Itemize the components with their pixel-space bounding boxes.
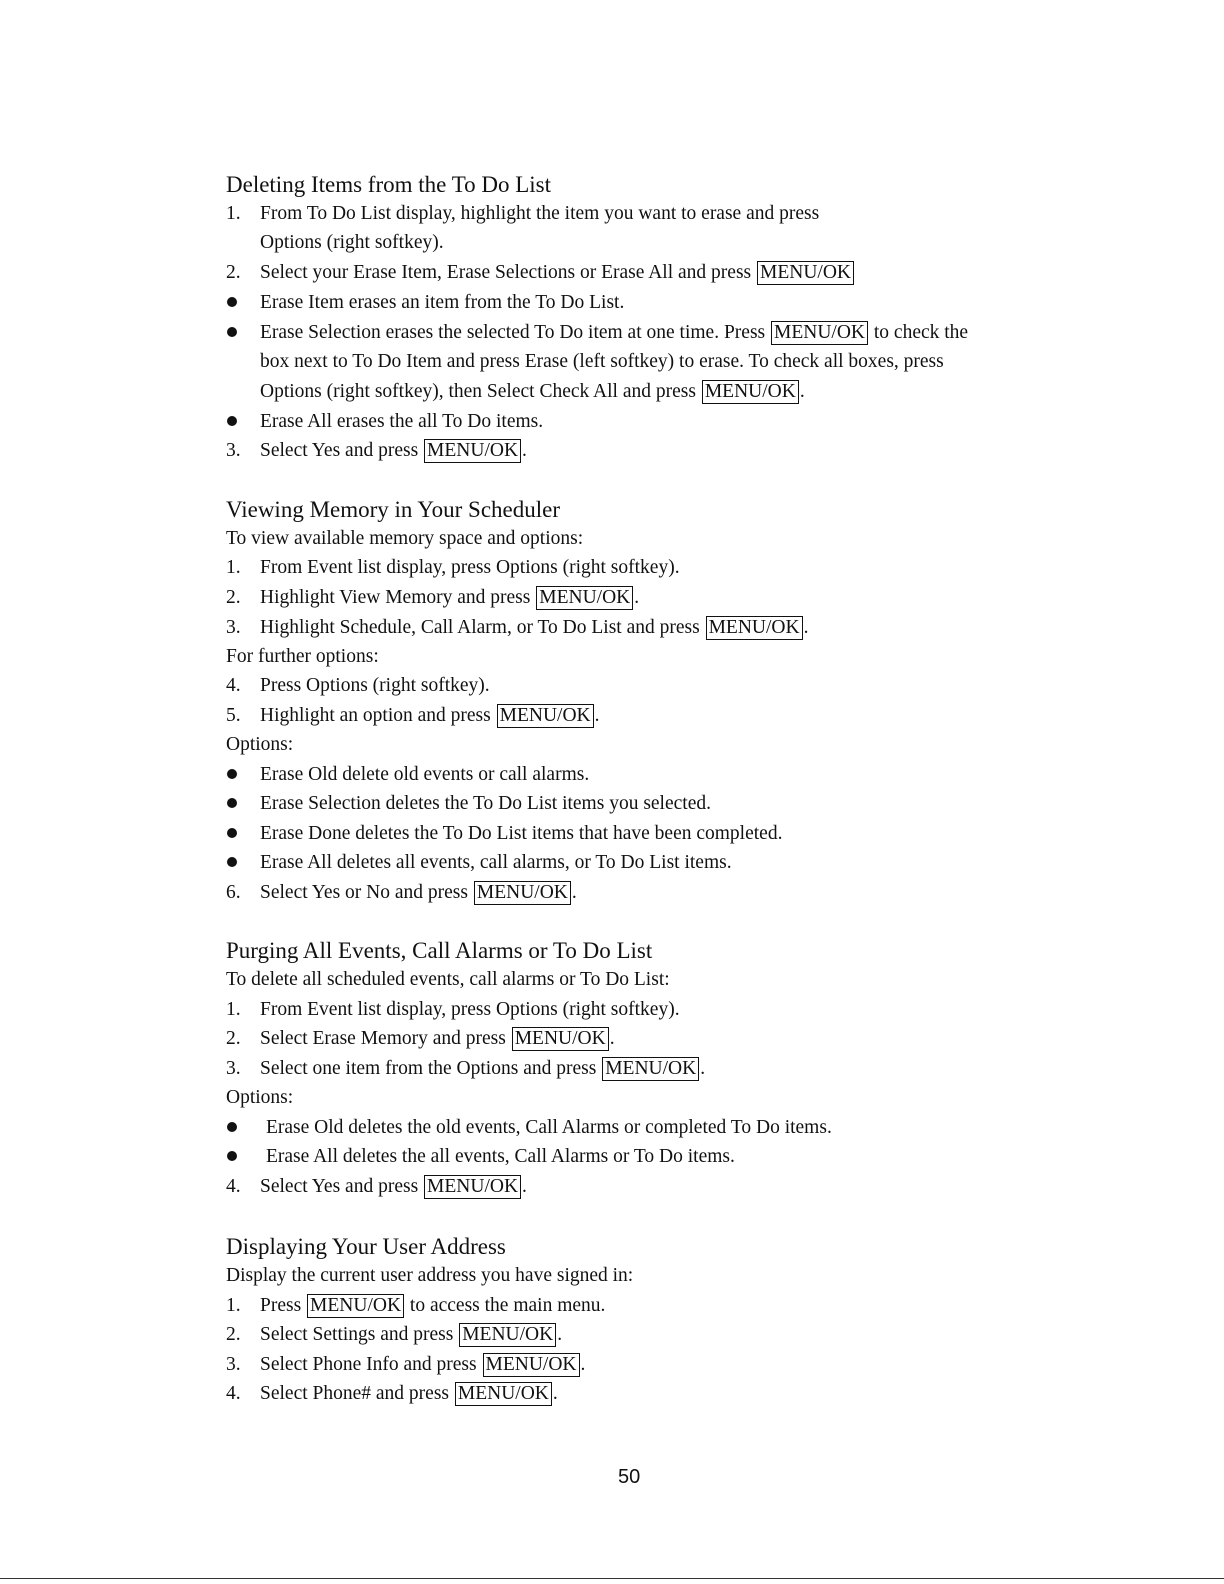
bullet-text: box next to To Do Item and press Erase (left softkey) to erase. To check all boxes, press xyxy=(260,351,944,372)
bullet-text: Erase Item erases an item from the To Do List. xyxy=(260,292,625,313)
list-text: Press xyxy=(260,1295,302,1316)
page-number: 50 xyxy=(618,1466,641,1488)
list-number: 3. xyxy=(226,440,241,461)
section-title-user-address: Displaying Your User Address xyxy=(226,1234,506,1259)
list-number: 3. xyxy=(226,617,241,638)
list-text: Select Phone Info and press xyxy=(260,1354,477,1375)
bullet-icon xyxy=(227,1122,237,1132)
punctuation: . xyxy=(580,1354,586,1375)
list-item xyxy=(226,880,577,906)
bullet-icon xyxy=(227,769,237,779)
bullet-text: Erase Old delete old events or call alarms. xyxy=(260,764,590,785)
list-item xyxy=(226,615,808,641)
bullet-item xyxy=(226,821,782,847)
list-number: 1. xyxy=(226,203,241,224)
menu-ok-key-label: MENU/OK xyxy=(602,1057,699,1081)
list-number: 2. xyxy=(226,587,241,608)
bullet-icon xyxy=(227,857,237,867)
subheading-options: Options: xyxy=(226,734,294,755)
punctuation: . xyxy=(803,617,809,638)
list-item xyxy=(226,260,855,286)
bullet-text: Erase Selection deletes the To Do List items you selected. xyxy=(260,793,711,814)
punctuation: . xyxy=(571,882,577,903)
bullet-item xyxy=(226,1115,832,1141)
list-item xyxy=(226,673,490,699)
list-text: Select Yes and press xyxy=(260,1176,419,1197)
list-text: Highlight an option and press xyxy=(260,705,491,726)
list-text: Options (right softkey). xyxy=(260,232,444,253)
list-item xyxy=(226,703,599,729)
section-title-purging-events: Purging All Events, Call Alarms or To Do List xyxy=(226,938,653,963)
list-item-continuation xyxy=(226,230,444,256)
bullet-text: to check the xyxy=(873,322,969,343)
menu-ok-key-label: MENU/OK xyxy=(706,616,803,640)
punctuation: . xyxy=(522,1176,527,1197)
list-text: to access the main menu. xyxy=(409,1295,606,1316)
menu-ok-key-label: MENU/OK xyxy=(307,1294,404,1318)
list-text: Select Yes and press xyxy=(260,440,419,461)
menu-ok-key-label: MENU/OK xyxy=(536,586,633,610)
list-number: 1. xyxy=(226,557,241,578)
punctuation: . xyxy=(799,381,805,402)
list-item xyxy=(226,1352,585,1378)
section-intro: To view available memory space and options: xyxy=(226,528,584,549)
list-text: Select Settings and press xyxy=(260,1324,454,1345)
list-item xyxy=(226,1174,527,1200)
page-bottom-edge xyxy=(0,1578,1224,1579)
list-number: 4. xyxy=(226,1383,241,1404)
menu-ok-key-label: MENU/OK xyxy=(424,439,521,463)
punctuation: . xyxy=(634,587,640,608)
list-item xyxy=(226,201,819,227)
section-title-deleting-items: Deleting Items from the To Do List xyxy=(226,172,552,197)
list-number: 1. xyxy=(226,1295,241,1316)
list-text: Press Options (right softkey). xyxy=(260,675,490,696)
bullet-text: Erase All deletes all events, call alarms, or To Do List items. xyxy=(260,852,732,873)
bullet-item xyxy=(226,762,589,788)
bullet-item xyxy=(226,850,732,876)
menu-ok-key-label: MENU/OK xyxy=(474,881,571,905)
menu-ok-key-label: MENU/OK xyxy=(702,380,799,404)
list-number: 4. xyxy=(226,675,241,696)
bullet-item xyxy=(226,1144,735,1170)
bullet-text: Erase All erases the all To Do items. xyxy=(260,411,544,432)
punctuation: . xyxy=(609,1028,615,1049)
list-text: Select Erase Memory and press xyxy=(260,1028,506,1049)
menu-ok-key-label: MENU/OK xyxy=(497,704,594,728)
list-number: 2. xyxy=(226,1028,241,1049)
menu-ok-key-label: MENU/OK xyxy=(424,1175,521,1199)
punctuation: . xyxy=(552,1383,558,1404)
list-number: 2. xyxy=(226,1324,241,1345)
list-item xyxy=(226,1381,558,1407)
list-text: Select one item from the Options and press xyxy=(260,1058,597,1079)
list-number: 2. xyxy=(226,262,241,283)
list-text: Highlight Schedule, Call Alarm, or To Do List and press xyxy=(260,617,700,638)
bullet-text: Erase All deletes the all events, Call Alarms or To Do items. xyxy=(266,1146,735,1167)
punctuation: . xyxy=(594,705,600,726)
subheading-further-options: For further options: xyxy=(226,646,379,667)
menu-ok-key-label: MENU/OK xyxy=(483,1353,580,1377)
bullet-item xyxy=(226,791,711,817)
bullet-icon xyxy=(227,327,237,337)
list-item xyxy=(226,438,527,464)
bullet-icon xyxy=(227,828,237,838)
menu-ok-key-label: MENU/OK xyxy=(512,1027,609,1051)
list-item xyxy=(226,1056,705,1082)
list-text: Select Yes or No and press xyxy=(260,882,468,903)
bullet-icon xyxy=(227,798,237,808)
bullet-item xyxy=(226,320,968,346)
list-item xyxy=(226,1293,605,1319)
punctuation: . xyxy=(700,1058,706,1079)
list-text: Select your Erase Item, Erase Selections or Erase All and press xyxy=(260,262,752,283)
bullet-item xyxy=(226,409,543,435)
punctuation: . xyxy=(522,440,527,461)
subheading-options: Options: xyxy=(226,1087,294,1108)
bullet-text: Erase Done deletes the To Do List items that have been completed. xyxy=(260,823,783,844)
list-number: 3. xyxy=(226,1058,241,1079)
list-text: From Event list display, press Options (right softkey). xyxy=(260,557,680,578)
list-item xyxy=(226,1322,562,1348)
list-text: From Event list display, press Options (right softkey). xyxy=(260,999,680,1020)
bullet-item xyxy=(226,290,624,316)
list-text: Select Phone# and press xyxy=(260,1383,450,1404)
list-item xyxy=(226,585,639,611)
menu-ok-key-label: MENU/OK xyxy=(455,1382,552,1406)
section-intro: Display the current user address you have signed in: xyxy=(226,1265,634,1286)
list-text: Highlight View Memory and press xyxy=(260,587,531,608)
list-item xyxy=(226,997,680,1023)
menu-ok-key-label: MENU/OK xyxy=(459,1323,556,1347)
list-text: From To Do List display, highlight the item you want to erase and press xyxy=(260,203,820,224)
bullet-text: Erase Selection erases the selected To Do item at one time. Press xyxy=(260,322,766,343)
bullet-continuation xyxy=(226,379,805,405)
list-number: 4. xyxy=(226,1176,241,1197)
menu-ok-key-label: MENU/OK xyxy=(771,321,868,345)
bullet-icon xyxy=(227,1151,237,1161)
list-number: 5. xyxy=(226,705,241,726)
bullet-text: Options (right softkey), then Select Check All and press xyxy=(260,381,696,402)
list-number: 3. xyxy=(226,1354,241,1375)
menu-ok-key-label: MENU/OK xyxy=(757,261,854,285)
bullet-icon xyxy=(227,416,237,426)
bullet-continuation xyxy=(226,349,944,375)
punctuation: . xyxy=(557,1324,563,1345)
section-intro: To delete all scheduled events, call alarms or To Do List: xyxy=(226,969,670,990)
list-item xyxy=(226,1026,615,1052)
list-item xyxy=(226,555,680,581)
bullet-icon xyxy=(227,297,237,307)
bullet-text: Erase Old deletes the old events, Call Alarms or completed To Do items. xyxy=(266,1117,832,1138)
list-number: 6. xyxy=(226,882,241,903)
section-title-viewing-memory: Viewing Memory in Your Scheduler xyxy=(226,497,561,522)
list-number: 1. xyxy=(226,999,241,1020)
